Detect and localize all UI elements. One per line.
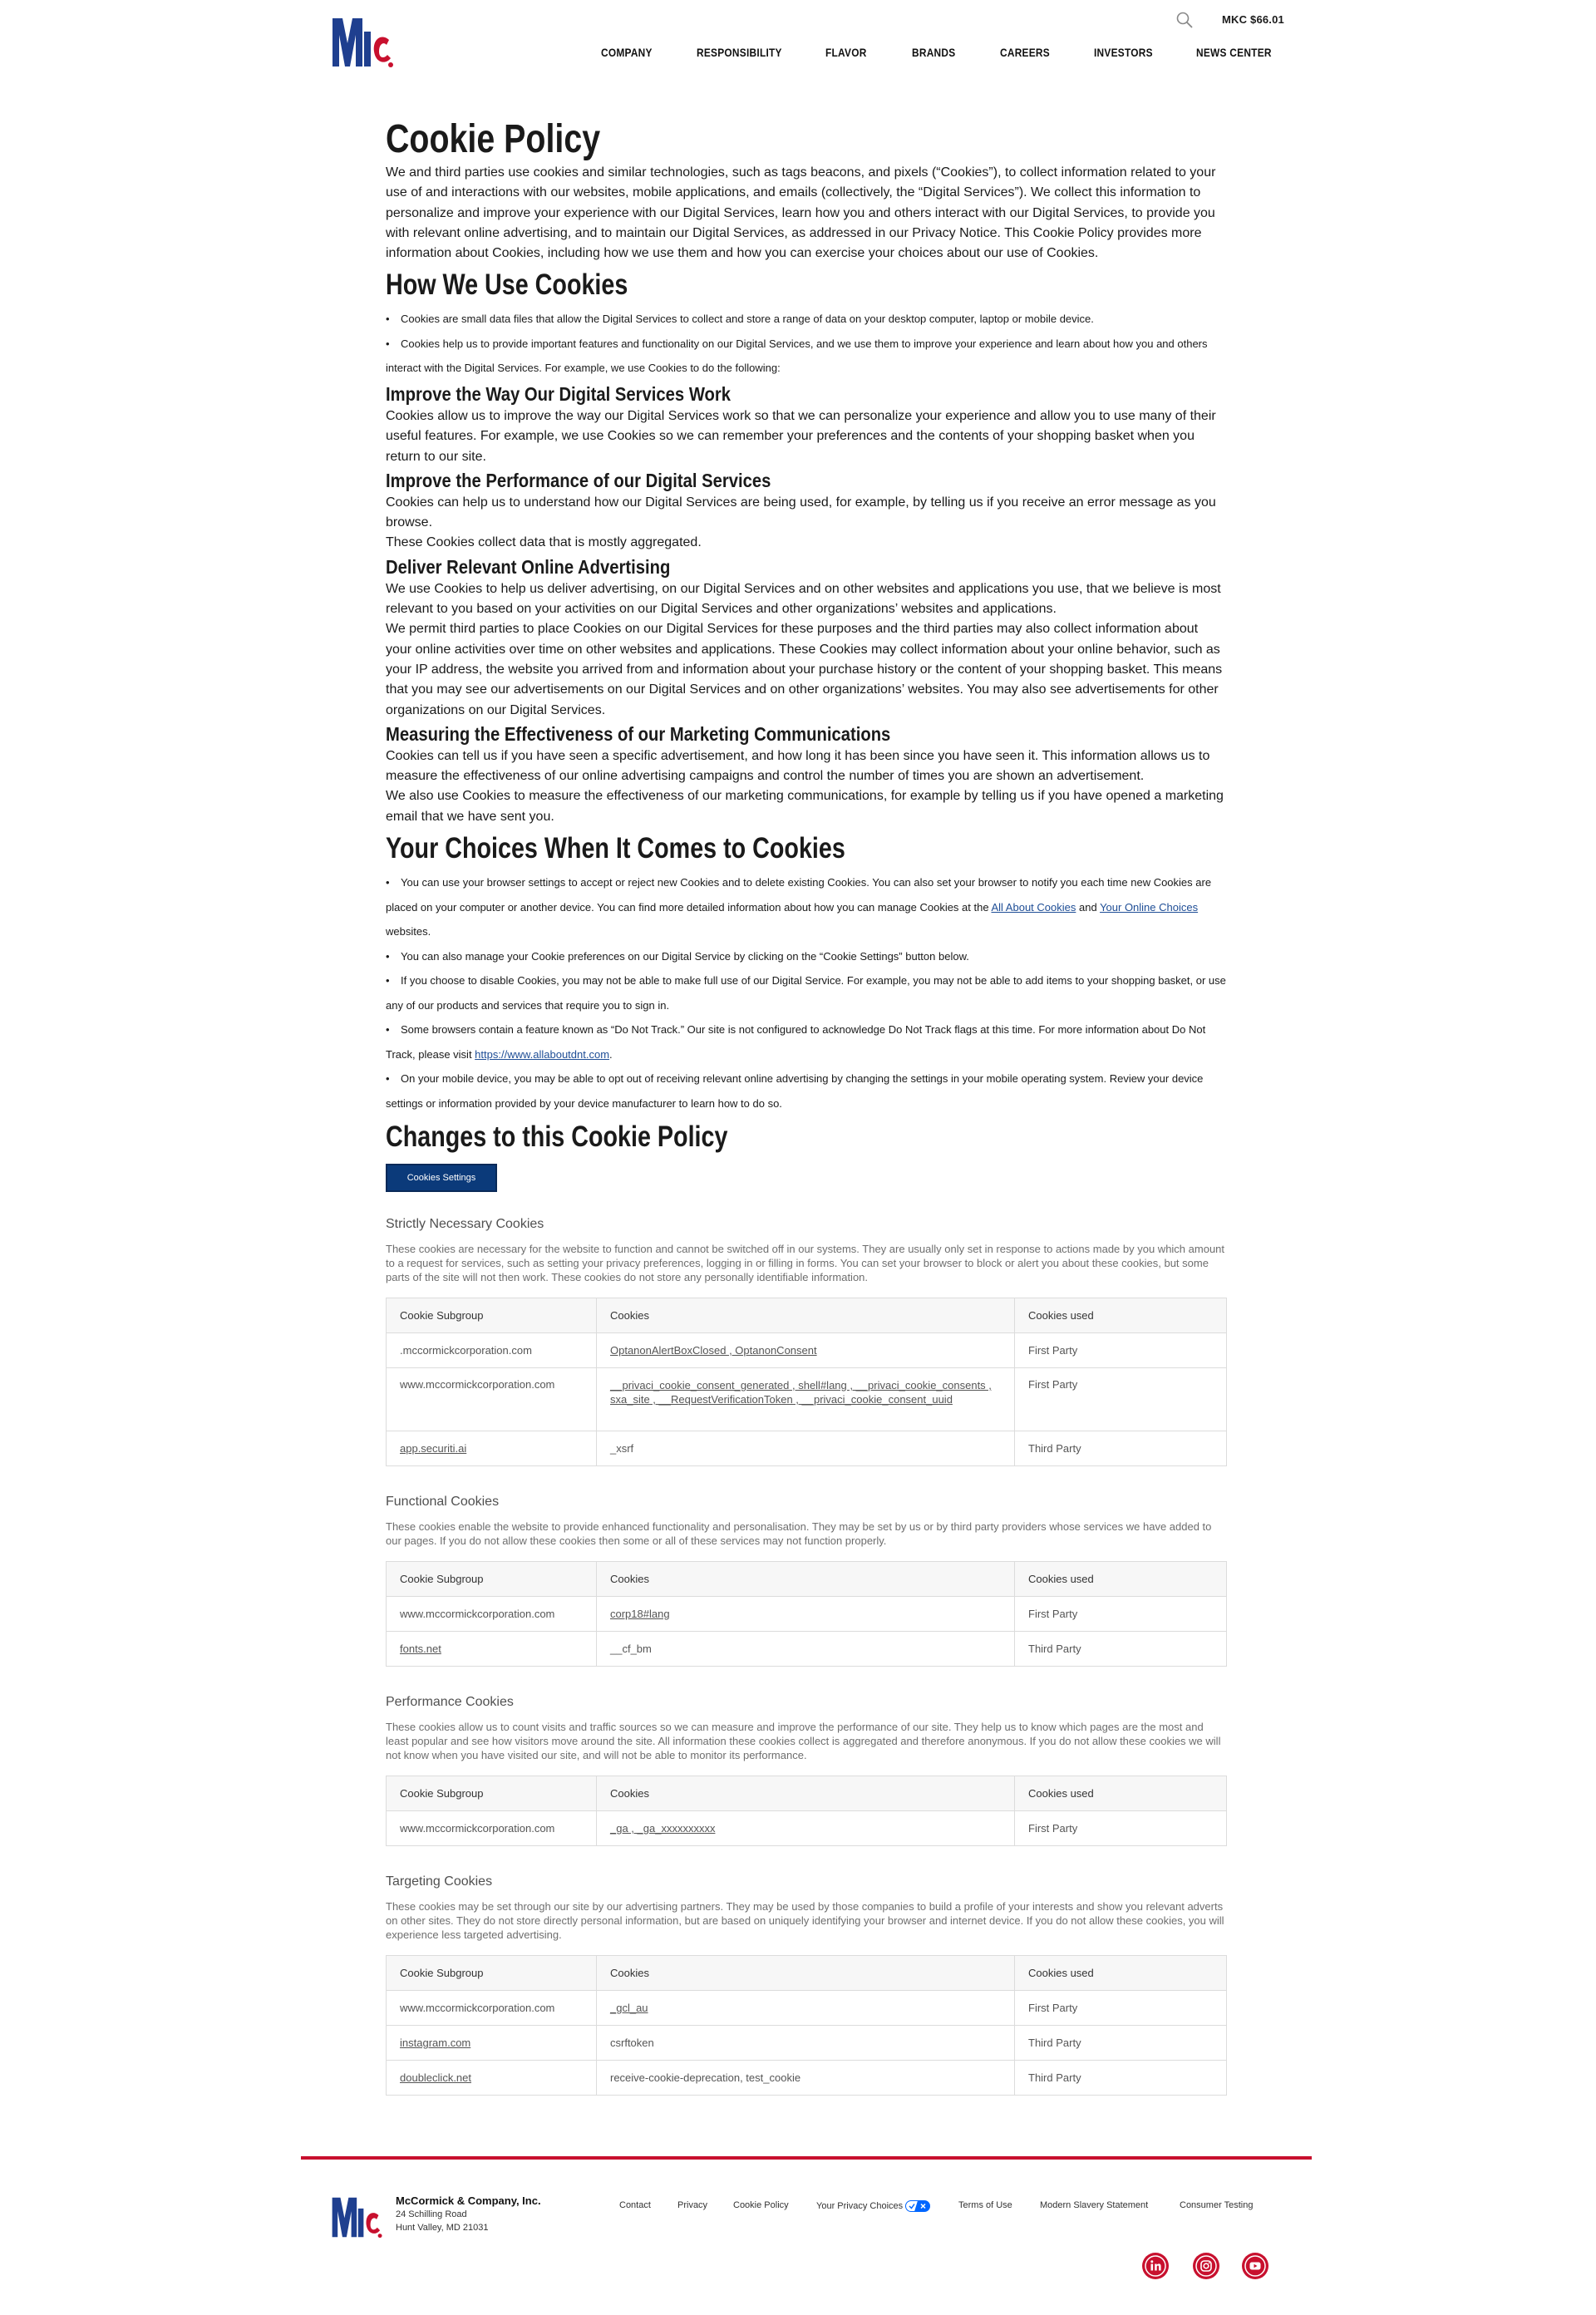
table-row bbox=[387, 1368, 1227, 1431]
privacy-choices-label: Your Privacy Choices bbox=[816, 2200, 904, 2211]
list-item: • Cookies help us to provide important features and functionality on our Digital Services, and we use them to improve your experience and learn about how you and others interact with the Digital Services. For example, we use Cookies to do the following: bbox=[386, 337, 1208, 375]
col-header-cookies: Cookies bbox=[597, 1956, 1015, 1991]
improve-work-text: Cookies allow us to improve the way our Digital Services work so that we can personalize your experience and allow you to use many of their useful features. For example, we use Cookies so we can remember your preferences and the contents of your shopping basket when you return to our site. bbox=[386, 408, 1216, 464]
table-row bbox=[387, 1333, 1227, 1368]
linkedin-icon[interactable] bbox=[1142, 2253, 1169, 2279]
category-title: Strictly Necessary Cookies bbox=[386, 1217, 544, 1232]
your-online-choices-link[interactable]: Your Online Choices bbox=[1100, 900, 1199, 914]
cell-subgroup[interactable]: instagram.com bbox=[387, 2026, 597, 2061]
allaboutdnt-link[interactable]: https://www.allaboutdnt.com bbox=[475, 1047, 610, 1061]
category-description: These cookies are necessary for the website to function and cannot be switched off in our systems. They are usually only set in response to actions made by you which amount to a request for services, such as setting your privacy preferences, logging in or filling in forms. You can set your browser to block or alert you about these cookies, but some parts of the site will not then work. These cookies do not store any personally identifiable information. bbox=[386, 1243, 1225, 1284]
cookies-settings-button[interactable]: Cookies Settings bbox=[386, 1164, 497, 1192]
category-title: Functional Cookies bbox=[386, 1495, 500, 1510]
choices-list bbox=[386, 870, 1227, 1116]
strictly-necessary-section bbox=[386, 1217, 1227, 1466]
cell-cookies[interactable]: _ga , _ga_xxxxxxxxxx bbox=[597, 1811, 1015, 1846]
nav-careers[interactable]: CAREERS bbox=[1000, 46, 1050, 59]
deliver-advertising-text: We use Cookies to help us deliver advertising, on our Digital Services and on other websites and applications you use, that we believe is most relevant to you based on your activities on our Digital Services and other organizations’ websites and applications. bbox=[386, 581, 1221, 617]
col-header-subgroup: Cookie Subgroup bbox=[387, 1776, 597, 1811]
col-header-used: Cookies used bbox=[1015, 1298, 1227, 1333]
cell-cookies: __cf_bm bbox=[597, 1632, 1015, 1667]
youtube-icon[interactable] bbox=[1242, 2253, 1268, 2279]
stock-ticker[interactable]: MKC $66.01 bbox=[1222, 13, 1284, 26]
footer-link-contact[interactable]: Contact bbox=[619, 2200, 651, 2210]
functional-section bbox=[386, 1495, 1227, 1667]
main-content bbox=[386, 116, 1227, 2096]
cell-cookies[interactable]: OptanonAlertBoxClosed , OptanonConsent bbox=[597, 1333, 1015, 1368]
col-header-cookies: Cookies bbox=[597, 1776, 1015, 1811]
changes-heading: Changes to this Cookie Policy bbox=[386, 1121, 728, 1154]
list-item: • Cookies are small data files that allow the Digital Services to collect and store a range of data on your desktop computer, laptop or mobile device. bbox=[386, 313, 1094, 326]
col-header-subgroup: Cookie Subgroup bbox=[387, 1562, 597, 1597]
table-header-row bbox=[387, 1776, 1227, 1811]
footer-address bbox=[396, 2194, 541, 2234]
list-item: • You can use your browser settings to accept or reject new Cookies and to delete existing Cookies. You can also set your browser to notify you each time new Cookies are placed on your computer or another device. You can find more detailed information about how you can manage Cookies at the All About Cookies and Your Online Choices websites. bbox=[386, 876, 1212, 938]
how-we-use-heading: How We Use Cookies bbox=[386, 268, 628, 302]
footer-link-modern-slavery[interactable]: Modern Slavery Statement bbox=[1040, 2200, 1149, 2210]
col-header-cookies: Cookies bbox=[597, 1298, 1015, 1333]
nav-investors[interactable]: INVESTORS bbox=[1094, 46, 1153, 59]
improve-performance-heading: Improve the Performance of our Digital Services bbox=[386, 469, 771, 491]
cell-cookies: receive-cookie-deprecation, test_cookie bbox=[597, 2061, 1015, 2096]
cell-subgroup[interactable]: fonts.net bbox=[387, 1632, 597, 1667]
cookie-table bbox=[386, 1955, 1227, 2096]
cell-used: Third Party bbox=[1015, 2061, 1227, 2096]
category-description: These cookies enable the website to provide enhanced functionality and personalisation. They may be set by us or by third party providers whose services we have added to our pages. If you do not allow these cookies then some or all of these services may not function properly. bbox=[386, 1520, 1212, 1548]
footer-link-consumer-testing[interactable]: Consumer Testing bbox=[1180, 2200, 1254, 2210]
cell-subgroup: www.mccormickcorporation.com bbox=[387, 1991, 597, 2026]
cell-cookies[interactable]: _gcl_au bbox=[597, 1991, 1015, 2026]
all-about-cookies-link[interactable]: All About Cookies bbox=[991, 900, 1076, 914]
category-title: Performance Cookies bbox=[386, 1695, 514, 1710]
category-description: These cookies allow us to count visits and traffic sources so we can measure and improve the performance of our site. They help us to know which pages are the most and least popular and see how visitors move around the site. All information these cookies collect is aggregated and therefore anonymous. If you do not allow these cookies we will not know when you have visited our site, and will not be able to monitor its performance. bbox=[386, 1721, 1221, 1762]
table-row bbox=[387, 1811, 1227, 1846]
cell-used: Third Party bbox=[1015, 2026, 1227, 2061]
nav-responsibility[interactable]: RESPONSIBILITY bbox=[697, 46, 782, 59]
improve-performance-text-2: These Cookies collect data that is mostly aggregated. bbox=[386, 535, 702, 550]
table-header-row bbox=[387, 1562, 1227, 1597]
col-header-used: Cookies used bbox=[1015, 1776, 1227, 1811]
col-header-subgroup: Cookie Subgroup bbox=[387, 1298, 597, 1333]
footer-divider bbox=[301, 2156, 1312, 2160]
cell-subgroup[interactable]: doubleclick.net bbox=[387, 2061, 597, 2096]
targeting-section bbox=[386, 1874, 1227, 2096]
list-item: • Some browsers contain a feature known as “Do Not Track.” Our site is not configured to acknowledge Do Not Track flags at this time. For more information about Do Not Track, please visit https://www.allaboutdnt.com. bbox=[386, 1023, 1206, 1061]
privacy-choices-icon bbox=[905, 2200, 930, 2212]
list-item: • You can also manage your Cookie preferences on our Digital Service by clicking on the “Cookie Settings” button below. bbox=[386, 949, 969, 963]
footer-link-privacy[interactable]: Privacy bbox=[677, 2200, 708, 2210]
search-icon[interactable] bbox=[1175, 11, 1194, 29]
measuring-heading: Measuring the Effectiveness of our Marketing Communications bbox=[386, 722, 891, 745]
cell-subgroup: www.mccormickcorporation.com bbox=[387, 1368, 597, 1431]
address-line-1: 24 Schilling Road bbox=[396, 2209, 467, 2219]
cell-subgroup[interactable]: app.securiti.ai bbox=[387, 1431, 597, 1466]
deliver-advertising-text-2: We permit third parties to place Cookies on our Digital Services for these purposes and the third parties may also collect information about your online activities over time on other websites and applications. These Cookies may collect information about your online behavior, such as your IP address, the website you arrived from and information about your purchase history or the content of your shopping basket. This means that you may see our advertisements on our Digital Services and on other organizations’ websites. You may also see advertisements for other organizations on our Digital Services. bbox=[386, 622, 1223, 717]
intro-text: We and third parties use cookies and similar technologies, such as tags beacons, and pixels (“Cookies”), to collect information related to your use of and interactions with our websites, mobile applications, and emails (collectively, the “Digital Services”). We collect this information to personalize and improve your experience with our Digital Services, learn how you and others interact with our Digital Services, to provide you with relevant online advertising, and to maintain our Digital Services, as addressed in our Privacy Notice. This Cookie Policy provides more information about Cookies, including how we use them and how you can exercise your choices about our use of Cookies. bbox=[386, 165, 1216, 261]
choices-heading: Your Choices When It Comes to Cookies bbox=[386, 832, 845, 865]
improve-work-heading: Improve the Way Our Digital Services Work bbox=[386, 382, 732, 405]
measuring-text-2: We also use Cookies to measure the effectiveness of our marketing communications, for example by telling us if you have opened a marketing email that we have sent you. bbox=[386, 789, 1224, 824]
cell-used: First Party bbox=[1015, 1368, 1227, 1431]
col-header-cookies: Cookies bbox=[597, 1562, 1015, 1597]
company-name: McCormick & Company, Inc. bbox=[396, 2194, 541, 2207]
cell-cookies: csrftoken bbox=[597, 2026, 1015, 2061]
mccormick-logo[interactable] bbox=[331, 2194, 384, 2240]
table-row bbox=[387, 1991, 1227, 2026]
cell-used: Third Party bbox=[1015, 1632, 1227, 1667]
table-header-row bbox=[387, 1298, 1227, 1333]
nav-flavor[interactable]: FLAVOR bbox=[825, 46, 867, 59]
cell-cookies: _xsrf bbox=[597, 1431, 1015, 1466]
col-header-subgroup: Cookie Subgroup bbox=[387, 1956, 597, 1991]
col-header-used: Cookies used bbox=[1015, 1562, 1227, 1597]
table-row bbox=[387, 1597, 1227, 1632]
cell-used: First Party bbox=[1015, 1333, 1227, 1368]
col-header-used: Cookies used bbox=[1015, 1956, 1227, 1991]
table-row bbox=[387, 2061, 1227, 2096]
cookie-table bbox=[386, 1561, 1227, 1667]
nav-company[interactable]: COMPANY bbox=[601, 46, 653, 59]
cell-subgroup: www.mccormickcorporation.com bbox=[387, 1811, 597, 1846]
table-row bbox=[387, 1431, 1227, 1466]
measuring-text: Cookies can tell us if you have seen a specific advertisement, and how long it has been since you have seen it. This information allows us to measure the effectiveness of our online advertising campaigns and control the number of times you are shown an advertisement. bbox=[386, 748, 1210, 784]
footer-link-cookie-policy[interactable]: Cookie Policy bbox=[733, 2200, 789, 2210]
footer-link-terms[interactable]: Terms of Use bbox=[958, 2200, 1012, 2210]
performance-section bbox=[386, 1695, 1227, 1846]
cell-subgroup: www.mccormickcorporation.com bbox=[387, 1597, 597, 1632]
cell-used: First Party bbox=[1015, 1991, 1227, 2026]
nav-brands[interactable]: BRANDS bbox=[912, 46, 956, 59]
deliver-advertising-heading: Deliver Relevant Online Advertising bbox=[386, 555, 671, 578]
main-nav bbox=[0, 46, 1596, 62]
category-description: These cookies may be set through our site by our advertising partners. They may be used by those companies to build a profile of your interests and show you relevant adverts on other sites. They do not store directly personal information, but are based on uniquely identifying your browser and internet device. If you do not allow these cookies, you will experience less targeted advertising. bbox=[386, 1900, 1224, 1942]
cell-used: First Party bbox=[1015, 1811, 1227, 1846]
address-line-2: Hunt Valley, MD 21031 bbox=[396, 2223, 489, 2233]
site-header bbox=[0, 0, 1596, 83]
cell-used: First Party bbox=[1015, 1597, 1227, 1632]
cookie-table bbox=[386, 1776, 1227, 1846]
cookie-table bbox=[386, 1298, 1227, 1466]
footer-link-privacy-choices[interactable] bbox=[816, 2200, 930, 2212]
list-item: • On your mobile device, you may be able to opt out of receiving relevant online advertising by changing the settings in your mobile operating system. Review your device settings or information provided by your device manufacturer to learn how to do so. bbox=[386, 1072, 1204, 1110]
cell-subgroup: .mccormickcorporation.com bbox=[387, 1333, 597, 1368]
page-title: Cookie Policy bbox=[386, 117, 601, 161]
how-we-use-list bbox=[386, 307, 1227, 381]
category-title: Targeting Cookies bbox=[386, 1874, 493, 1889]
instagram-icon[interactable] bbox=[1193, 2253, 1219, 2279]
cell-cookies[interactable]: corp18#lang bbox=[597, 1597, 1015, 1632]
nav-news-center[interactable]: NEWS CENTER bbox=[1196, 46, 1272, 59]
table-row bbox=[387, 2026, 1227, 2061]
table-row bbox=[387, 1632, 1227, 1667]
table-header-row bbox=[387, 1956, 1227, 1991]
cell-cookies[interactable]: __privaci_cookie_consent_generated , shell#lang , __privaci_cookie_consents , sxa_site , __RequestVerificationToken , __privaci_cookie_consent_uuid bbox=[597, 1368, 1015, 1431]
list-item: • If you choose to disable Cookies, you may not be able to make full use of our Digital Service. For example, you may not be able to add items to your shopping basket, or use any of our products and services that require you to sign in. bbox=[386, 974, 1226, 1012]
improve-performance-text: Cookies can help us to understand how our Digital Services are being used, for example, by telling us if you receive an error message as you browse. bbox=[386, 495, 1216, 530]
cell-used: Third Party bbox=[1015, 1431, 1227, 1466]
